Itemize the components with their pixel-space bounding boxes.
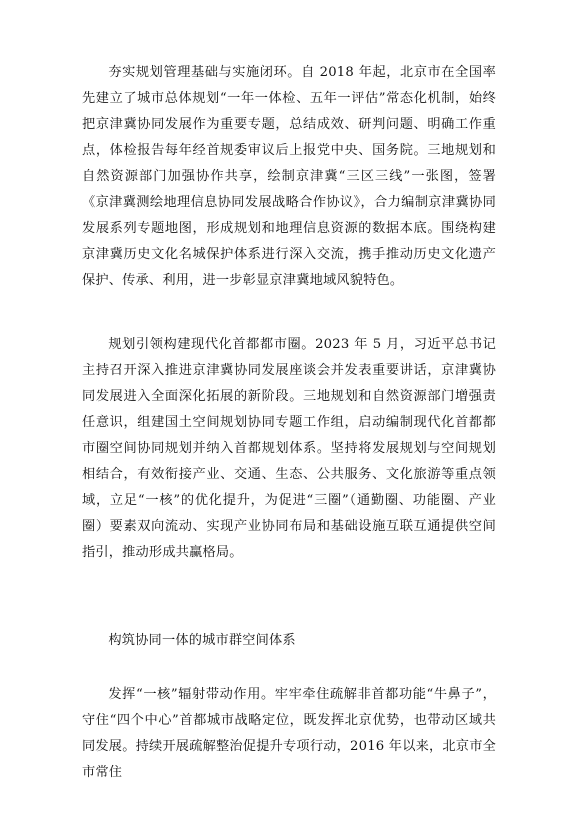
paragraph-planning-management: 夯实规划管理基础与实施闭环。自 2018 年起，北京市在全国率先建立了城市总体规划“一年一体检、五年一评估”常态化机制，始终把京津冀协同发展作为重要专题，总结成效、研判问题、明确工作重点，体检报告每年经首规委审议后上报党中央、国务院。三地规划和自然资源部门加强协作共享，绘制京津冀“三区三线”一张图，签署《京津冀测绘地理信息协同发展战略合作协议》，合力编制京津冀协同发展系列专题地图，形成规划和地理信息资源的数据本底。围绕构建京津冀历史文化名城保护体系进行深入交流，携手推动历史文化遗产保护、传承、利用，进一步彰显京津冀地域风貌特色。 <box>82 65 496 288</box>
section-heading: 构筑协同一体的城市群空间体系 <box>108 633 296 648</box>
paragraph-one-core-radiation: 发挥“一核”辐射带动作用。牢牢牵住疏解非首都功能“牛鼻子”，守住“四个中心”首都城市战略定位，既发挥北京优势，也带动区域共同发展。持续开展疏解整治促提升专项行动，2016 年以来，北京市全市常住 <box>82 687 496 780</box>
paragraph-capital-metropolitan-area: 规划引领构建现代化首都都市圈。2023 年 5 月，习近平总书记主持召开深入推进京津冀协同发展座谈会并发表重要讲话，京津冀协同发展进入全面深化拓展的新阶段。三地规划和自然资源部门增强责任意识，组建国土空间规划协同专题工作组，启动编制现代化首都都市圈空间协同规划并纳入首都规划体系。坚持将发展规划与空间规划相结合，有效衔接产业、交通、生态、公共服务、文化旅游等重点领域，立足“一核”的优化提升，为促进“三圈”（通勤圈、功能圈、产业圈）要素双向流动、实现产业协同布局和基础设施互联互通提供空间指引，推动形成共赢格局。 <box>82 337 496 560</box>
